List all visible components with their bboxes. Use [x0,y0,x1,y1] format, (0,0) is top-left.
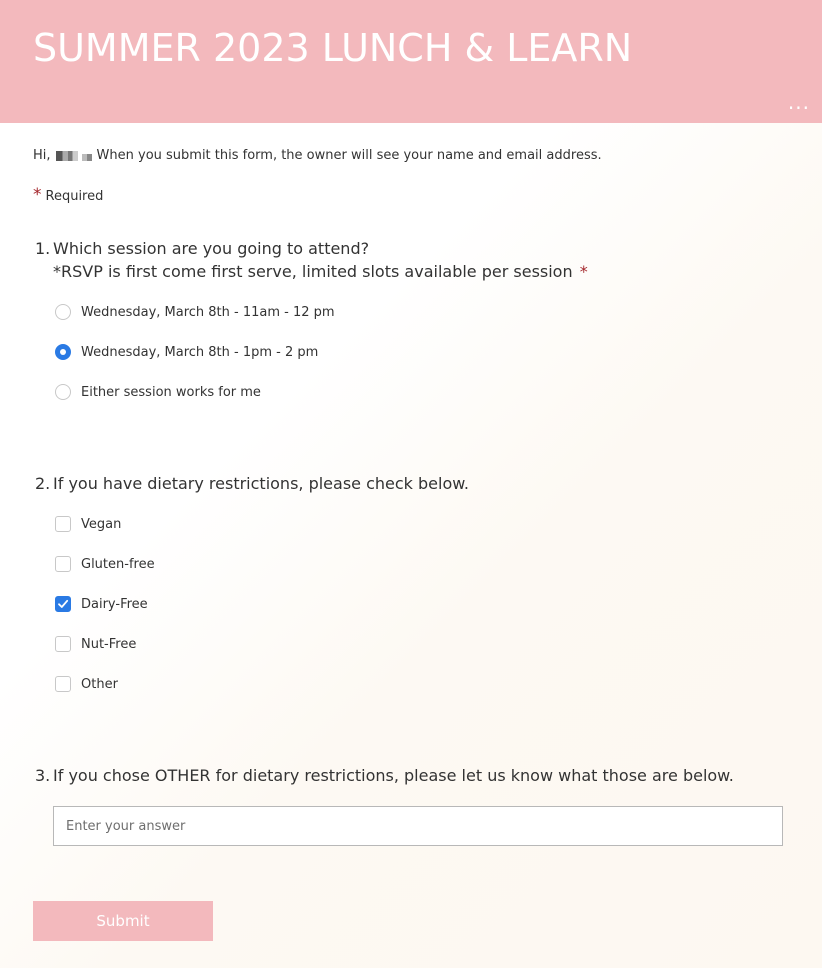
question-1-title [35,237,588,283]
required-label: Required [45,189,104,204]
notice-text: When you submit this form, the owner will see your name and email address. [96,148,602,163]
checkbox-option-dairy-free[interactable] [55,594,148,614]
checkbox-option-nut-free[interactable] [55,634,136,654]
greeting-label: Hi, [33,148,51,163]
question-subtext: *RSVP is first come first serve, limited slots available per session [53,262,573,281]
question-text: If you have dietary restrictions, please check below. [53,474,469,493]
question-number: 3. [35,766,51,785]
checkbox-option-label: Other [81,676,118,692]
required-asterisk-icon: * [33,185,42,205]
checkbox-option-label: Dairy-Free [81,596,148,612]
checkbox[interactable] [55,636,71,652]
radio-button-selected[interactable] [55,344,71,360]
question-text: If you chose OTHER for dietary restrictions, please let us know what those are below. [53,766,734,785]
radio-option-label: Wednesday, March 8th - 11am - 12 pm [81,304,335,320]
question-number: 1. [35,239,51,258]
checkmark-icon [57,598,69,610]
radio-button[interactable] [55,384,71,400]
checkbox[interactable] [55,516,71,532]
checkbox[interactable] [55,556,71,572]
required-asterisk-icon: * [574,262,588,281]
checkbox-option-other[interactable] [55,674,118,694]
radio-option-session-2[interactable] [55,342,318,362]
checkbox-option-gluten-free[interactable] [55,554,155,574]
form-header [0,0,822,123]
question-number: 2. [35,474,51,493]
checkbox[interactable] [55,676,71,692]
radio-option-either-session[interactable] [55,382,261,402]
question-text: Which session are you going to attend? [53,239,370,258]
checkbox-option-label: Nut-Free [81,636,137,652]
checkbox-option-label: Vegan [81,516,122,532]
redacted-name [56,150,92,161]
radio-option-session-1[interactable] [55,302,335,322]
required-legend [33,185,103,205]
radio-option-label: Either session works for me [81,384,261,400]
radio-button[interactable] [55,304,71,320]
checkbox-option-label: Gluten-free [81,556,155,572]
form-title: SUMMER 2023 LUNCH & LEARN [33,26,633,70]
question-3-title [35,764,734,787]
checkbox-option-vegan[interactable] [55,514,121,534]
radio-option-label: Wednesday, March 8th - 1pm - 2 pm [81,344,319,360]
question-2-title [35,472,469,495]
submit-button[interactable]: Submit [33,901,213,941]
privacy-notice [33,148,602,163]
answer-text-input[interactable] [53,806,783,846]
more-options-icon[interactable]: ... [787,90,810,114]
checkbox-checked[interactable] [55,596,71,612]
